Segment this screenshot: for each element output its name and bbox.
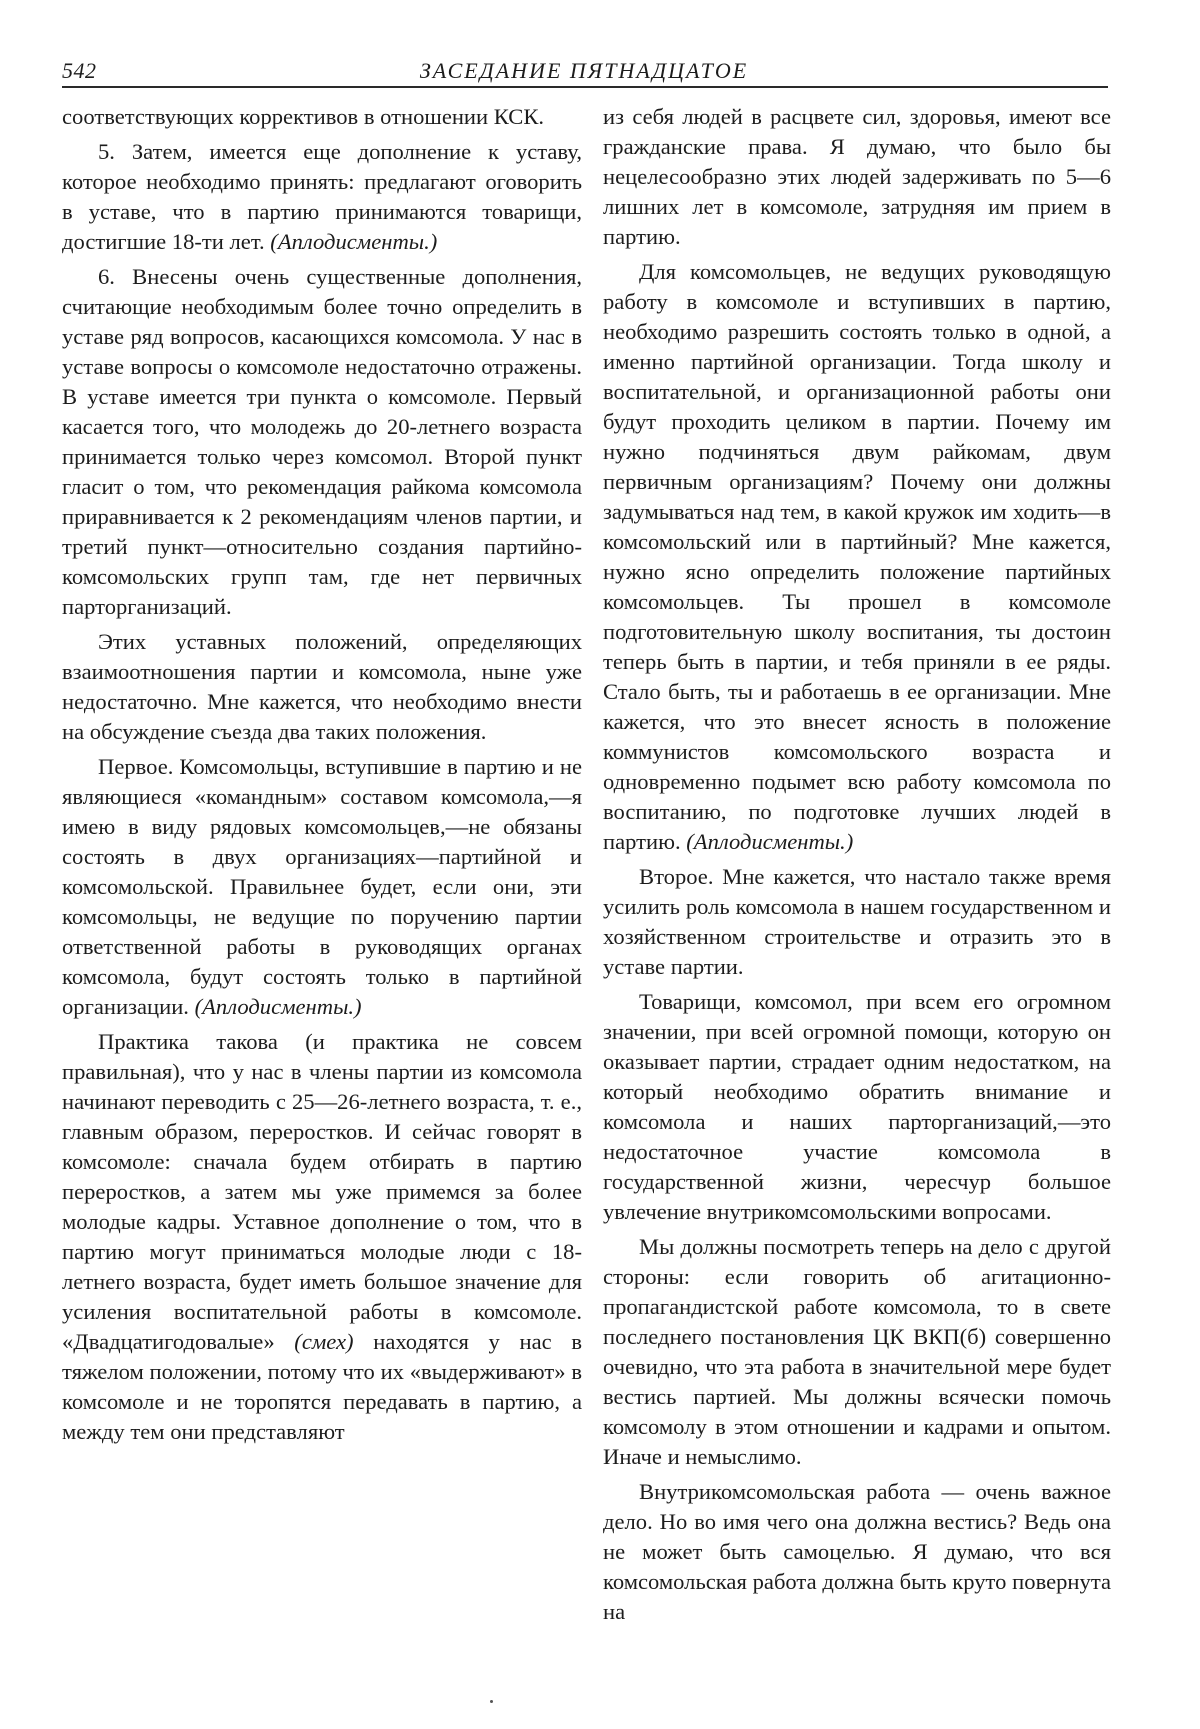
paragraph: соответствующих коррективов в отношении КСК. <box>62 104 545 129</box>
paragraph: Внутрикомсомольская работа — очень важное дело. Но во имя чего она должна вестись? Ведь она не может быть самоцелью. Я думаю, что вся комсомольская работа должна быть круто повернута на <box>603 1479 1111 1624</box>
page-number: 542 <box>62 58 97 83</box>
paragraph: Второе. Мне кажется, что настало также время усилить роль комсомола в нашем государственном и хозяйственном строительстве и отразить это в уставе партии. <box>603 864 1111 979</box>
applause-note: (Аплодисменты.) <box>686 829 854 854</box>
laughter-note: (смех) <box>294 1329 354 1354</box>
paragraph: Мы должны посмотреть теперь на дело с другой стороны: если говорить об агитационно-пропагандистской работе комсомола, то в свете последнего постановления ЦК ВКП(б) совершенно очевидно, что эта работа в значительной мере будет вестись партией. Мы должны всячески помочь комсомолу в этом отношении и кадрами и опытом. Иначе и немыслимо. <box>603 1234 1111 1469</box>
paragraph: Первое. Комсомольцы, вступившие в партию и не являющиеся «командным» составом комсомола,—я имею в виду рядовых комсомольцев,—не обязаны состоять в двух организациях—партийной и комсомольской. Правильнее будет, если они, эти комсомольцы, не ведущие по поручению партии ответственной работы в руководящих органах комсомола, будут состоять только в партийной организации. (Аплодисменты.) <box>62 754 582 1019</box>
paragraph: Товарищи, комсомол, при всем его огромном значении, при всей огромной помощи, которую он оказывает партии, страдает одним недостатком, на который необходимо обратить внимание и комсомола и наших парторганизаций,—это недостаточное участие комсомола в государственной жизни, чересчур большое увлечение внутрикомсомольскими вопросами. <box>603 989 1111 1224</box>
paragraph: Для комсомольцев, не ведущих руководящую работу в комсомоле и вступивших в партию, необходимо разрешить состоять только в одной, а именно партийной организации. Тогда школу и воспитательной, и организационной работы они будут проходить целиком в партии. Почему им нужно подчиняться двум райкомам, двум первичным организациям? Почему они должны задумываться над тем, в какой кружок им ходить—в комсомольский или в партийный? Мне кажется, нужно ясно определить положение партийных комсомольцев. Ты прошел в комсомоле подготовительную школу воспитания, ты достоин теперь быть в партии, и тебя приняли в ее ряды. Стало быть, ты и работаешь в ее организации. Мне кажется, что это внесет ясность в положение коммунистов комсомольского возраста и одновременно подымет всю работу комсомола по воспитанию, по подготовке лучших людей в партию. (Аплодисменты.) <box>603 259 1111 854</box>
paragraph: 6. Внесены очень существенные дополнения, считающие необходимым более точно определить в уставе ряд вопросов, касающихся комсомола. У нас в уставе вопросы о комсомоле недостаточно отражены. В уставе имеется три пункта о комсомоле. Первый касается того, что молодежь до 20-летнего возраста принимается только через комсомол. Второй пункт гласит о том, что рекомендация райкома комсомола приравнивается к 2 рекомендациям членов партии, и третий пункт—относительно создания партийно-комсомольских групп там, где нет первичных парторганизаций. <box>62 264 582 619</box>
left-column <box>62 102 582 1447</box>
right-column <box>603 102 1111 1627</box>
page-header <box>62 50 1106 90</box>
applause-note: (Аплодисменты.) <box>270 229 438 254</box>
print-speck <box>490 1700 493 1703</box>
paragraph: Практика такова (и практика не совсем правильная), что у нас в члены партии из комсомола начинают переводить с 25—26-летнего возраста, т. е., главным образом, переростков. И сейчас говорят в комсомоле: сначала будем отбирать в партию переростков, а затем мы уже примемся за более молодые кадры. Уставное дополнение о том, что в партию могут приниматься молодые люди с 18-летнего возраста, будет иметь большое значение для усиления воспитательной работы в комсомоле. «Двадцатигодовалые» (смех) находятся у нас в тяжелом положении, потому что их «выдерживают» в комсомоле и не торопятся передавать в партию, а между тем они представляют <box>62 1029 582 1444</box>
header-rule <box>62 86 1108 88</box>
running-title: ЗАСЕДАНИЕ ПЯТНАДЦАТОЕ <box>419 58 749 83</box>
paragraph: Этих уставных положений, определяющих взаимоотношения партии и комсомола, ныне уже недостаточно. Мне кажется, что необходимо внести на обсуждение съезда два таких положения. <box>62 629 582 744</box>
applause-note: (Аплодисменты.) <box>194 994 362 1019</box>
paragraph: из себя людей в расцвете сил, здоровья, имеют все гражданские права. Я думаю, что было бы нецелесообразно этих людей задерживать по 5—6 лишних лет в комсомоле, затрудняя им прием в партию. <box>603 104 1111 249</box>
paragraph: 5. Затем, имеется еще дополнение к уставу, которое необходимо принять: предлагают оговорить в уставе, что в партию принимаются товарищи, достигшие 18-ти лет. (Аплодисменты.) <box>62 139 582 254</box>
